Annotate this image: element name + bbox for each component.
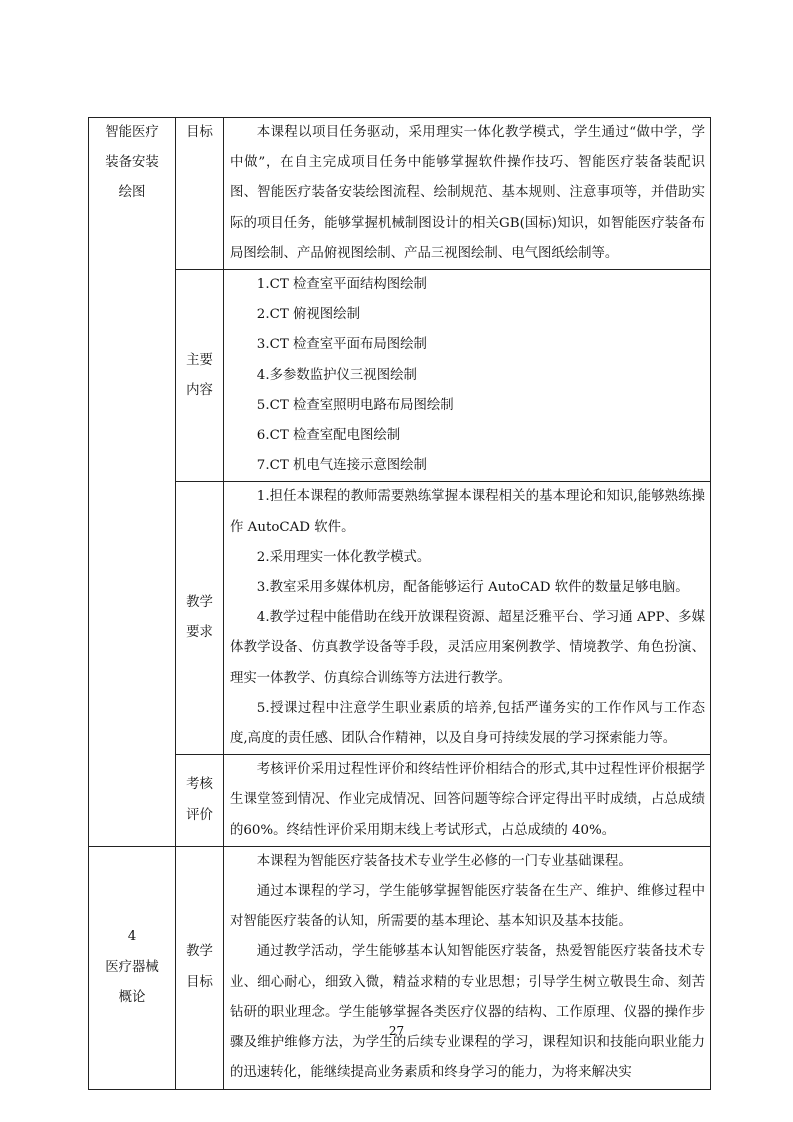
course-name-line: 概论 — [118, 989, 146, 1005]
assessment-label: 考核 — [186, 777, 213, 793]
objective-content-cell — [224, 118, 711, 270]
list-item: 2.采用理实一体化教学模式。 — [256, 549, 431, 565]
course-name-line: 绘图 — [118, 185, 146, 201]
list-item: 5.CT 检查室照明电路布局图绘制 — [256, 397, 454, 413]
objective-label: 目标 — [186, 974, 213, 990]
assessment-content-cell — [224, 755, 711, 847]
assessment-text: 考核评价采用过程性评价和终结性评价相结合的形式,其中过程性评价根据学生课堂签到情况、作业完成情况、回答问题等综合评定得出平时成绩，占总成绩的60%。终结性评价采用期末线上考试形式，占总成绩的 40%。 — [230, 762, 705, 838]
content-label-cell — [176, 270, 224, 482]
page-number: 27 — [388, 1024, 405, 1038]
main-content-cell — [224, 270, 711, 482]
list-item: 2.CT 俯视图绘制 — [256, 307, 360, 323]
objective-label: 教学 — [186, 944, 213, 960]
table-row — [89, 755, 711, 847]
objective-content-cell — [224, 846, 711, 1089]
requirement-label: 要求 — [186, 625, 213, 641]
objective-paragraph: 通过教学活动，学生能够基本认知智能医疗装备，热爱智能医疗装备技术专业、细心耐心，细致入微，精益求精的专业思想；引导学生树立敬畏生命、刻苦钻研的职业理念。学生能够掌握各类医疗仪器的结构、工作原理、仪器的操作步骤及维护维修方法，为学生的后续专业课程的学习，课程知识和技能向职业能力的迅速转化，能继续提高业务素质和终身学习的能力，为将来解决实 — [230, 944, 705, 1081]
assessment-label-cell — [176, 755, 224, 847]
list-item: 1.担任本课程的教师需要熟练掌握本课程相关的基本理论和知识,能够熟练操作 AutoCAD 软件。 — [230, 489, 705, 535]
requirement-label-cell — [176, 482, 224, 755]
objective-label-cell — [176, 846, 224, 1089]
list-item: 6.CT 检查室配电图绘制 — [256, 428, 401, 444]
course-name-line: 装备安装 — [105, 155, 159, 171]
course-number: 4 — [127, 929, 137, 945]
course-name-line: 医疗器械 — [105, 959, 159, 975]
objective-text: 本课程以项目任务驱动，采用理实一体化教学模式，学生通过“做中学，学中做”，在自主完成项目任务中能够掌握软件操作技巧、智能医疗装备装配识图、智能医疗装备安装绘图流程、绘制规范、基本规则、注意事项等，并借助实际的项目任务，能够掌握机械制图设计的相关GB(国标)知识，如智能医疗装备布局图绘制、产品俯视图绘制、产品三视图绘制、电气图纸绘制等。 — [230, 125, 705, 261]
objective-paragraph: 通过本课程的学习，学生能够掌握智能医疗装备在生产、维护、维修过程中对智能医疗装备的认知，所需要的基本理论、基本知识及基本技能。 — [230, 884, 705, 930]
list-item: 3.教室采用多媒体机房，配备能够运行 AutoCAD 软件的数量足够电脑。 — [256, 580, 689, 596]
table-row — [89, 482, 711, 755]
content-label: 主要 — [186, 352, 213, 368]
list-item: 4.多参数监护仪三视图绘制 — [256, 367, 417, 383]
list-item: 3.CT 检查室平面布局图绘制 — [256, 337, 427, 353]
list-item: 5.授课过程中注意学生职业素质的培养,包括严谨务实的工作作风与工作态度,高度的责任感、团队合作精神，以及自身可持续发展的学习探索能力等。 — [230, 700, 705, 747]
list-item: 7.CT 机电气连接示意图绘制 — [256, 458, 427, 474]
course-name-cell — [89, 846, 176, 1089]
objective-paragraph: 本课程为智能医疗装备技术专业学生必修的一门专业基础课程。 — [256, 853, 632, 869]
assessment-label: 评价 — [186, 807, 213, 823]
course-name-cell — [89, 118, 176, 847]
table-row — [89, 846, 711, 1089]
table-row — [89, 270, 711, 482]
objective-label-cell — [176, 118, 224, 270]
course-table — [88, 117, 711, 1090]
table-row — [89, 118, 711, 270]
list-item: 1.CT 检查室平面结构图绘制 — [256, 277, 427, 293]
list-item: 4.教学过程中能借助在线开放课程资源、超星泛雅平台、学习通 APP、多媒体教学设备、仿真教学设备等手段，灵活应用案例教学、情境教学、角色扮演、理实一体教学、仿真综合训练等方法进行教学。 — [230, 610, 705, 686]
objective-label: 目标 — [186, 125, 213, 140]
requirement-label: 教学 — [186, 595, 213, 611]
requirement-content-cell — [224, 482, 711, 755]
course-name-line: 智能医疗 — [105, 125, 159, 140]
content-label: 内容 — [186, 382, 213, 398]
